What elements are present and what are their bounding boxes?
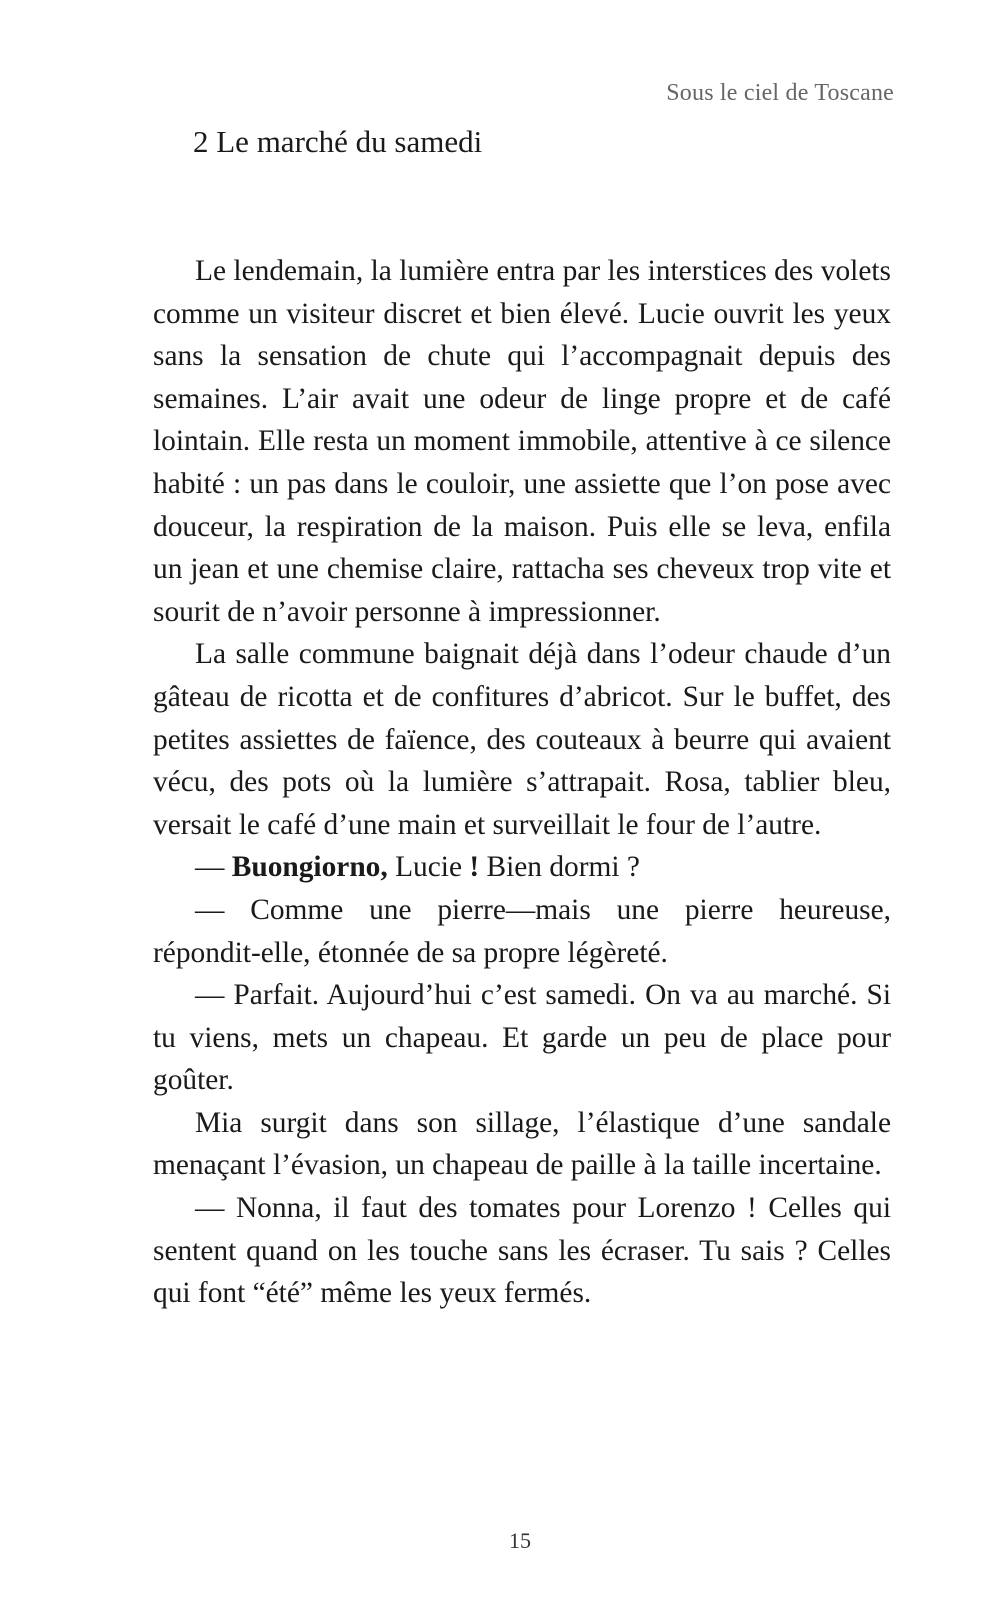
body-text xyxy=(153,250,891,1315)
dialogue-dash: — xyxy=(195,851,232,884)
dialogue-greeting xyxy=(153,846,891,889)
greeting-rest: Bien dormi ? xyxy=(479,851,640,884)
paragraph: — Nonna, il faut des tomates pour Lorenzo ! Celles qui sentent quand on les touche sans les écraser. Tu sais ? Celles qui font “été” même les yeux fermés. xyxy=(153,1192,891,1310)
paragraph: — Comme une pierre—mais une pierre heureuse, répondit-elle, étonnée de sa propre légèreté. xyxy=(153,893,891,969)
paragraph: Mia surgit dans son sillage, l’élastique d’une sandale menaçant l’évasion, un chapeau de paille à la taille incertaine. xyxy=(153,1106,891,1182)
paragraph: La salle commune baignait déjà dans l’odeur chaude d’un gâteau de ricotta et de confitures d’abricot. Sur le buffet, des petites assiettes de faïence, des couteaux à beurre qui avaient vécu, des pots où la lumière s’attrapait. Rosa, tablier bleu, versait le café d’une main et surveillait le four de l’autre. xyxy=(153,638,891,841)
paragraph: Le lendemain, la lumière entra par les interstices des volets comme un visiteur discret et bien élevé. Lucie ouvrit les yeux sans la sensation de chute qui l’accompagnait depuis des semaines. L’air avait une odeur de linge propre et de café lointain. Elle resta un moment immobile, attentive à ce silence habité : un pas dans le couloir, une assiette que l’on pose avec douceur, la respiration de la maison. Puis elle se leva, enfila un jean et une chemise claire, rattacha ses cheveux trop vite et sourit de n’avoir personne à impressionner. xyxy=(153,255,891,628)
chapter-title: 2 Le marché du samedi xyxy=(193,124,483,159)
greeting-bold-word: Buongiorno, xyxy=(231,851,388,884)
running-header: Sous le ciel de Toscane xyxy=(666,80,894,106)
greeting-name: Lucie xyxy=(387,851,470,884)
page-number: 15 xyxy=(509,1528,531,1553)
paragraph: — Parfait. Aujourd’hui c’est samedi. On va au marché. Si tu viens, mets un chapeau. Et garde un peu de place pour goûter. xyxy=(153,979,891,1097)
greeting-exclamation: ! xyxy=(469,851,480,884)
